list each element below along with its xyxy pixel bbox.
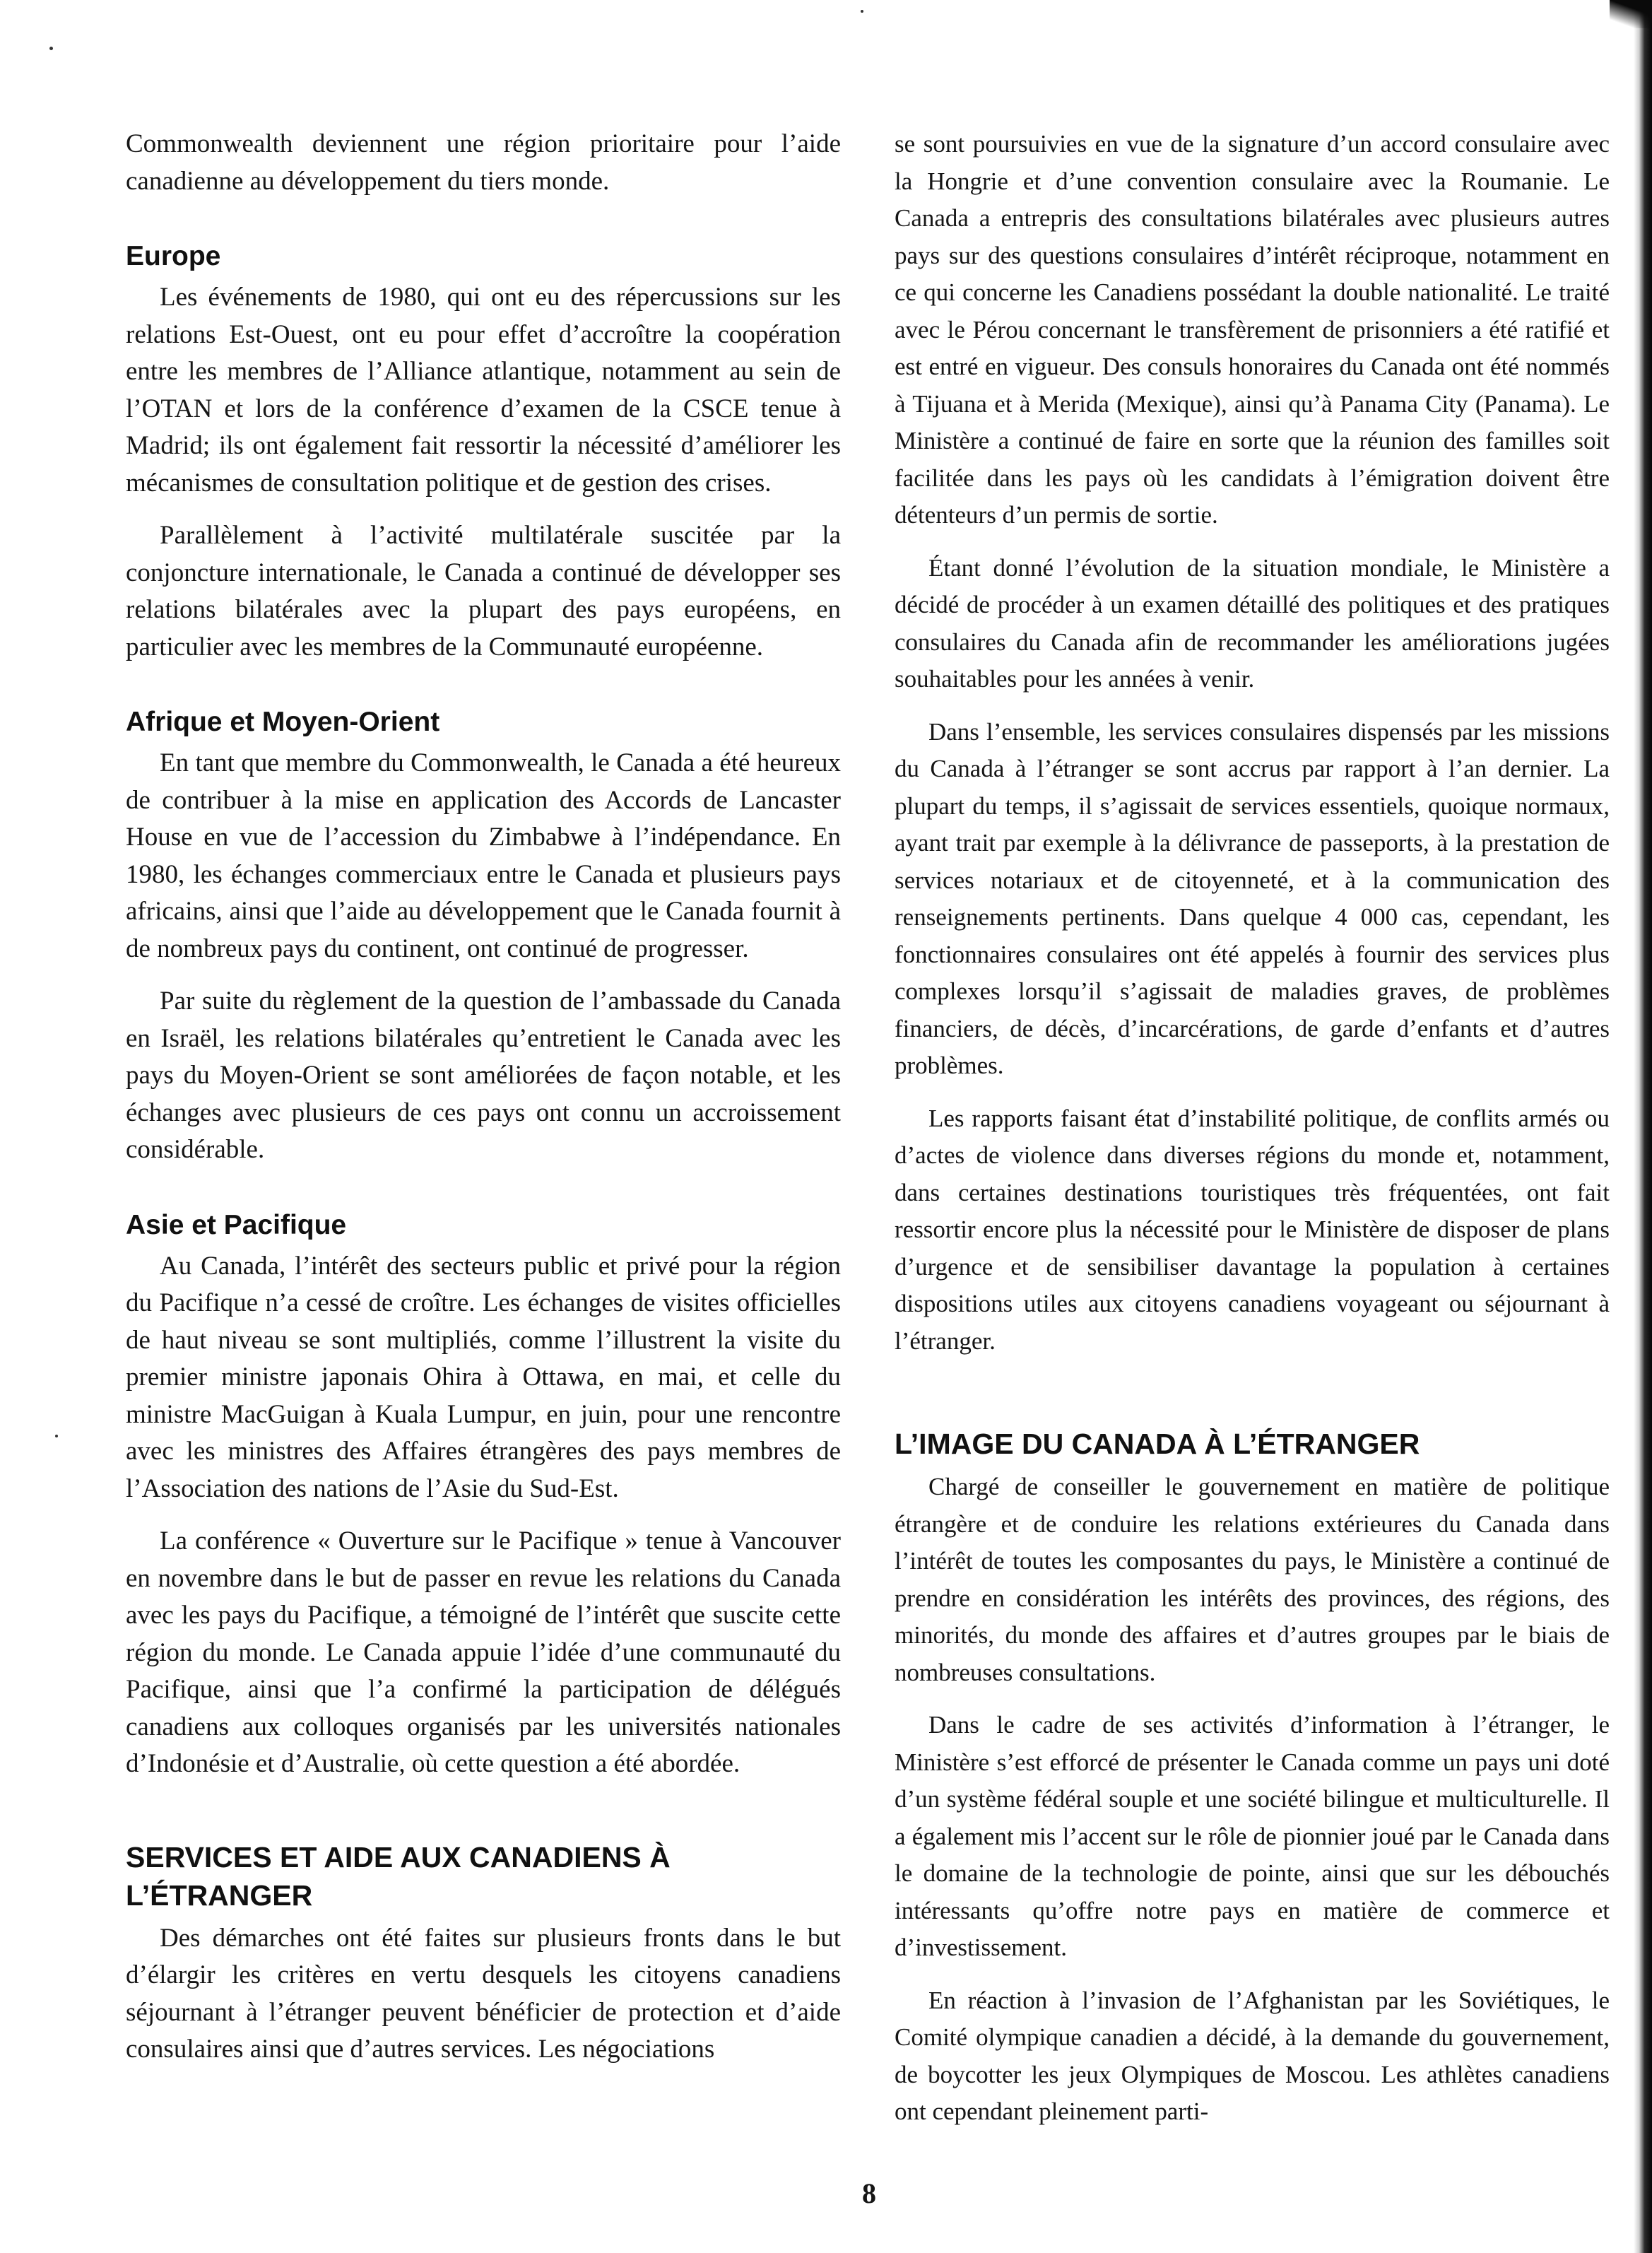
africa-paragraph-2: Par suite du règlement de la question de l’ambassade du Canada en Israël, les relations bilatérales qu’entretient le Canada avec les pays du Moyen-Orient se sont améliorées de façon notable, et les échanges avec plusieurs de ces pays ont connu un accroissement considérable. bbox=[126, 987, 841, 1164]
services-paragraph-start: Des démarches ont été faites sur plusieurs fronts dans le but d’élargir les critères en vertu desquels les citoyens canadiens séjournant à l’étranger peuvent bénéficier de protection et d’aide consulaires ainsi que d’autres services. Les négociations bbox=[126, 1923, 841, 2064]
asia-paragraph-1: Au Canada, l’intérêt des secteurs public et privé pour la région du Pacifique n’a cessé de croître. Les échanges de visites officielles de haut niveau se sont multipliés, comme l’illustrent la visite du premier ministre japonais Ohira à Ottawa, en mai, et celle du ministre MacGuigan à Kuala Lumpur, en juin, pour une rencontre avec les ministres des Affaires étrangères des pays membres de l’Association des nations de l’Asie du Sud-Est. bbox=[126, 1251, 841, 1503]
page-number: 8 bbox=[862, 2177, 876, 2209]
right-column bbox=[895, 126, 1610, 2146]
services-review-paragraph: Étant donné l’évolution de la situation mondiale, le Ministère a décidé de procéder à un examen détaillé des politiques et des pratiques consulaires du Canada afin de recommander les améliorations jugées souhaitables pour les années à venir. bbox=[895, 553, 1610, 693]
scan-edge-shadow bbox=[1634, 0, 1652, 2253]
services-heading: SERVICES ET AIDE AUX CANADIENS À L’ÉTRANGER bbox=[126, 1840, 671, 1912]
intro-paragraph: Commonwealth deviennent une région prioritaire pour l’aide canadienne au développement du tiers monde. bbox=[126, 129, 841, 196]
services-instability-paragraph: Les rapports faisant état d’instabilité politique, de conflits armés ou d’actes de violence dans diverses régions du monde et, notamment, dans certaines destinations touristiques très fréquentées, ont fait ressortir encore plus la nécessité pour le Ministère de disposer de plans d’urgence et de sensibiliser davantage la population à certaines dispositions utiles aux citoyens canadiens voyageant ou séjournant à l’étranger. bbox=[895, 1104, 1610, 1355]
asia-paragraph-2: La conférence « Ouverture sur le Pacifique » tenue à Vancouver en novembre dans le but de passer en revue les relations du Canada avec les pays du Pacifique, a témoigné de l’intérêt que suscite cette région du monde. Le Canada appuie l’idée d’une communauté du Pacifique, ainsi que l’a confirmé la participation de délégués canadiens aux colloques organisés par les universités nationales d’Indonésie et d’Australie, où cette question a été abordée. bbox=[126, 1526, 841, 1778]
europe-heading: Europe bbox=[126, 241, 221, 271]
services-overall-paragraph: Dans l’ensemble, les services consulaires dispensés par les missions du Canada à l’étranger se sont accrus par rapport à l’an dernier. La plupart du temps, il s’agissait de services essentiels, quoique normaux, ayant trait par exemple à la délivrance de passeports, à la prestation de services notariaux et de citoyenneté, et à la communication des renseignements pertinents. Dans quelque 4 000 cas, cependant, les fonctionnaires consulaires ont été appelés à fournir des services plus complexes lorsqu’il s’agissait de maladies graves, de problèmes financiers, de décès, d’incarcérations, de garde d’enfants et d’autres problèmes. bbox=[895, 717, 1610, 1079]
image-paragraph-1: Chargé de conseiller le gouvernement en matière de politique étrangère et de conduire les relations extérieures du Canada dans l’intérêt de toutes les composantes du pays, le Ministère a continué de prendre en considération les intérêts des provinces, des régions, des minorités, du monde des affaires et d’autres groupes par le biais de nombreuses consultations. bbox=[895, 1473, 1610, 1686]
left-column bbox=[126, 126, 841, 2084]
image-heading: L’IMAGE DU CANADA À L’ÉTRANGER bbox=[895, 1428, 1420, 1460]
scan-speck bbox=[49, 47, 53, 50]
europe-paragraph-2: Parallèlement à l’activité multilatérale suscitée par la conjoncture internationale, le Canada a continué de développer ses relations bilatérales avec la plupart des pays européens, en particulier avec les membres de la Communauté européenne. bbox=[126, 521, 841, 661]
image-paragraph-2: Dans le cadre de ses activités d’information à l’étranger, le Ministère s’est efforcé de présenter le Canada comme un pays uni doté d’un système fédéral souple et une société bilingue et multiculturelle. Il a également mis l’accent sur le rôle de pionnier joué par le Canada dans le domaine de la technologie de pointe, ainsi que sur les débouchés intéressants qu’offre notre pays en matière de commerce et d’investissement. bbox=[895, 1711, 1610, 1961]
africa-heading: Afrique et Moyen-Orient bbox=[126, 707, 440, 737]
image-paragraph-3: En réaction à l’invasion de l’Afghanistan par les Soviétiques, le Comité olympique canadien a décidé, à la demande du gouvernement, de boycotter les jeux Olympiques de Moscou. Les athlètes canadiens ont cependant pleinement parti- bbox=[895, 1986, 1610, 2125]
services-continued-paragraph: se sont poursuivies en vue de la signature d’un accord consulaire avec la Hongrie et d’une convention consulaire avec la Roumanie. Le Canada a entrepris des consultations bilatérales avec plusieurs autres pays sur des questions consulaires d’intérêt réciproque, notamment en ce qui concerne les Canadiens possédant la double nationalité. Le traité avec le Pérou concernant le transfèrement de prisonniers a été ratifié et est entré en vigueur. Des consuls honoraires du Canada ont été nommés à Tijuana et à Merida (Mexique), ainsi qu’à Panama City (Panama). Le Ministère a continué de faire en sorte que la réunion des familles soit facilitée dans les pays où les candidats à l’émigration doivent être détenteurs d’un permis de sortie. bbox=[895, 130, 1610, 529]
scan-speck bbox=[861, 10, 863, 13]
scan-corner-shadow bbox=[1610, 0, 1652, 28]
europe-paragraph-1: Les événements de 1980, qui ont eu des répercussions sur les relations Est-Ouest, ont eu pour effet d’accroître la coopération entre les membres de l’Alliance atlantique, notamment au sein de l’OTAN et lors de la conférence d’examen de la CSCE tenue à Madrid; ils ont également fait ressortir la nécessité d’améliorer les mécanismes de consultation politique et de gestion des crises. bbox=[126, 283, 841, 498]
africa-paragraph-1: En tant que membre du Commonwealth, le Canada a été heureux de contribuer à la mise en application des Accords de Lancaster House en vue de l’accession du Zimbabwe à l’indépendance. En 1980, les échanges commerciaux entre le Canada et plusieurs pays africains, ainsi que l’aide au développement que le Canada fournit à de nombreux pays du continent, ont continué de progresser. bbox=[126, 748, 841, 963]
asia-heading: Asie et Pacifique bbox=[126, 1209, 347, 1240]
scan-speck bbox=[55, 1435, 58, 1437]
